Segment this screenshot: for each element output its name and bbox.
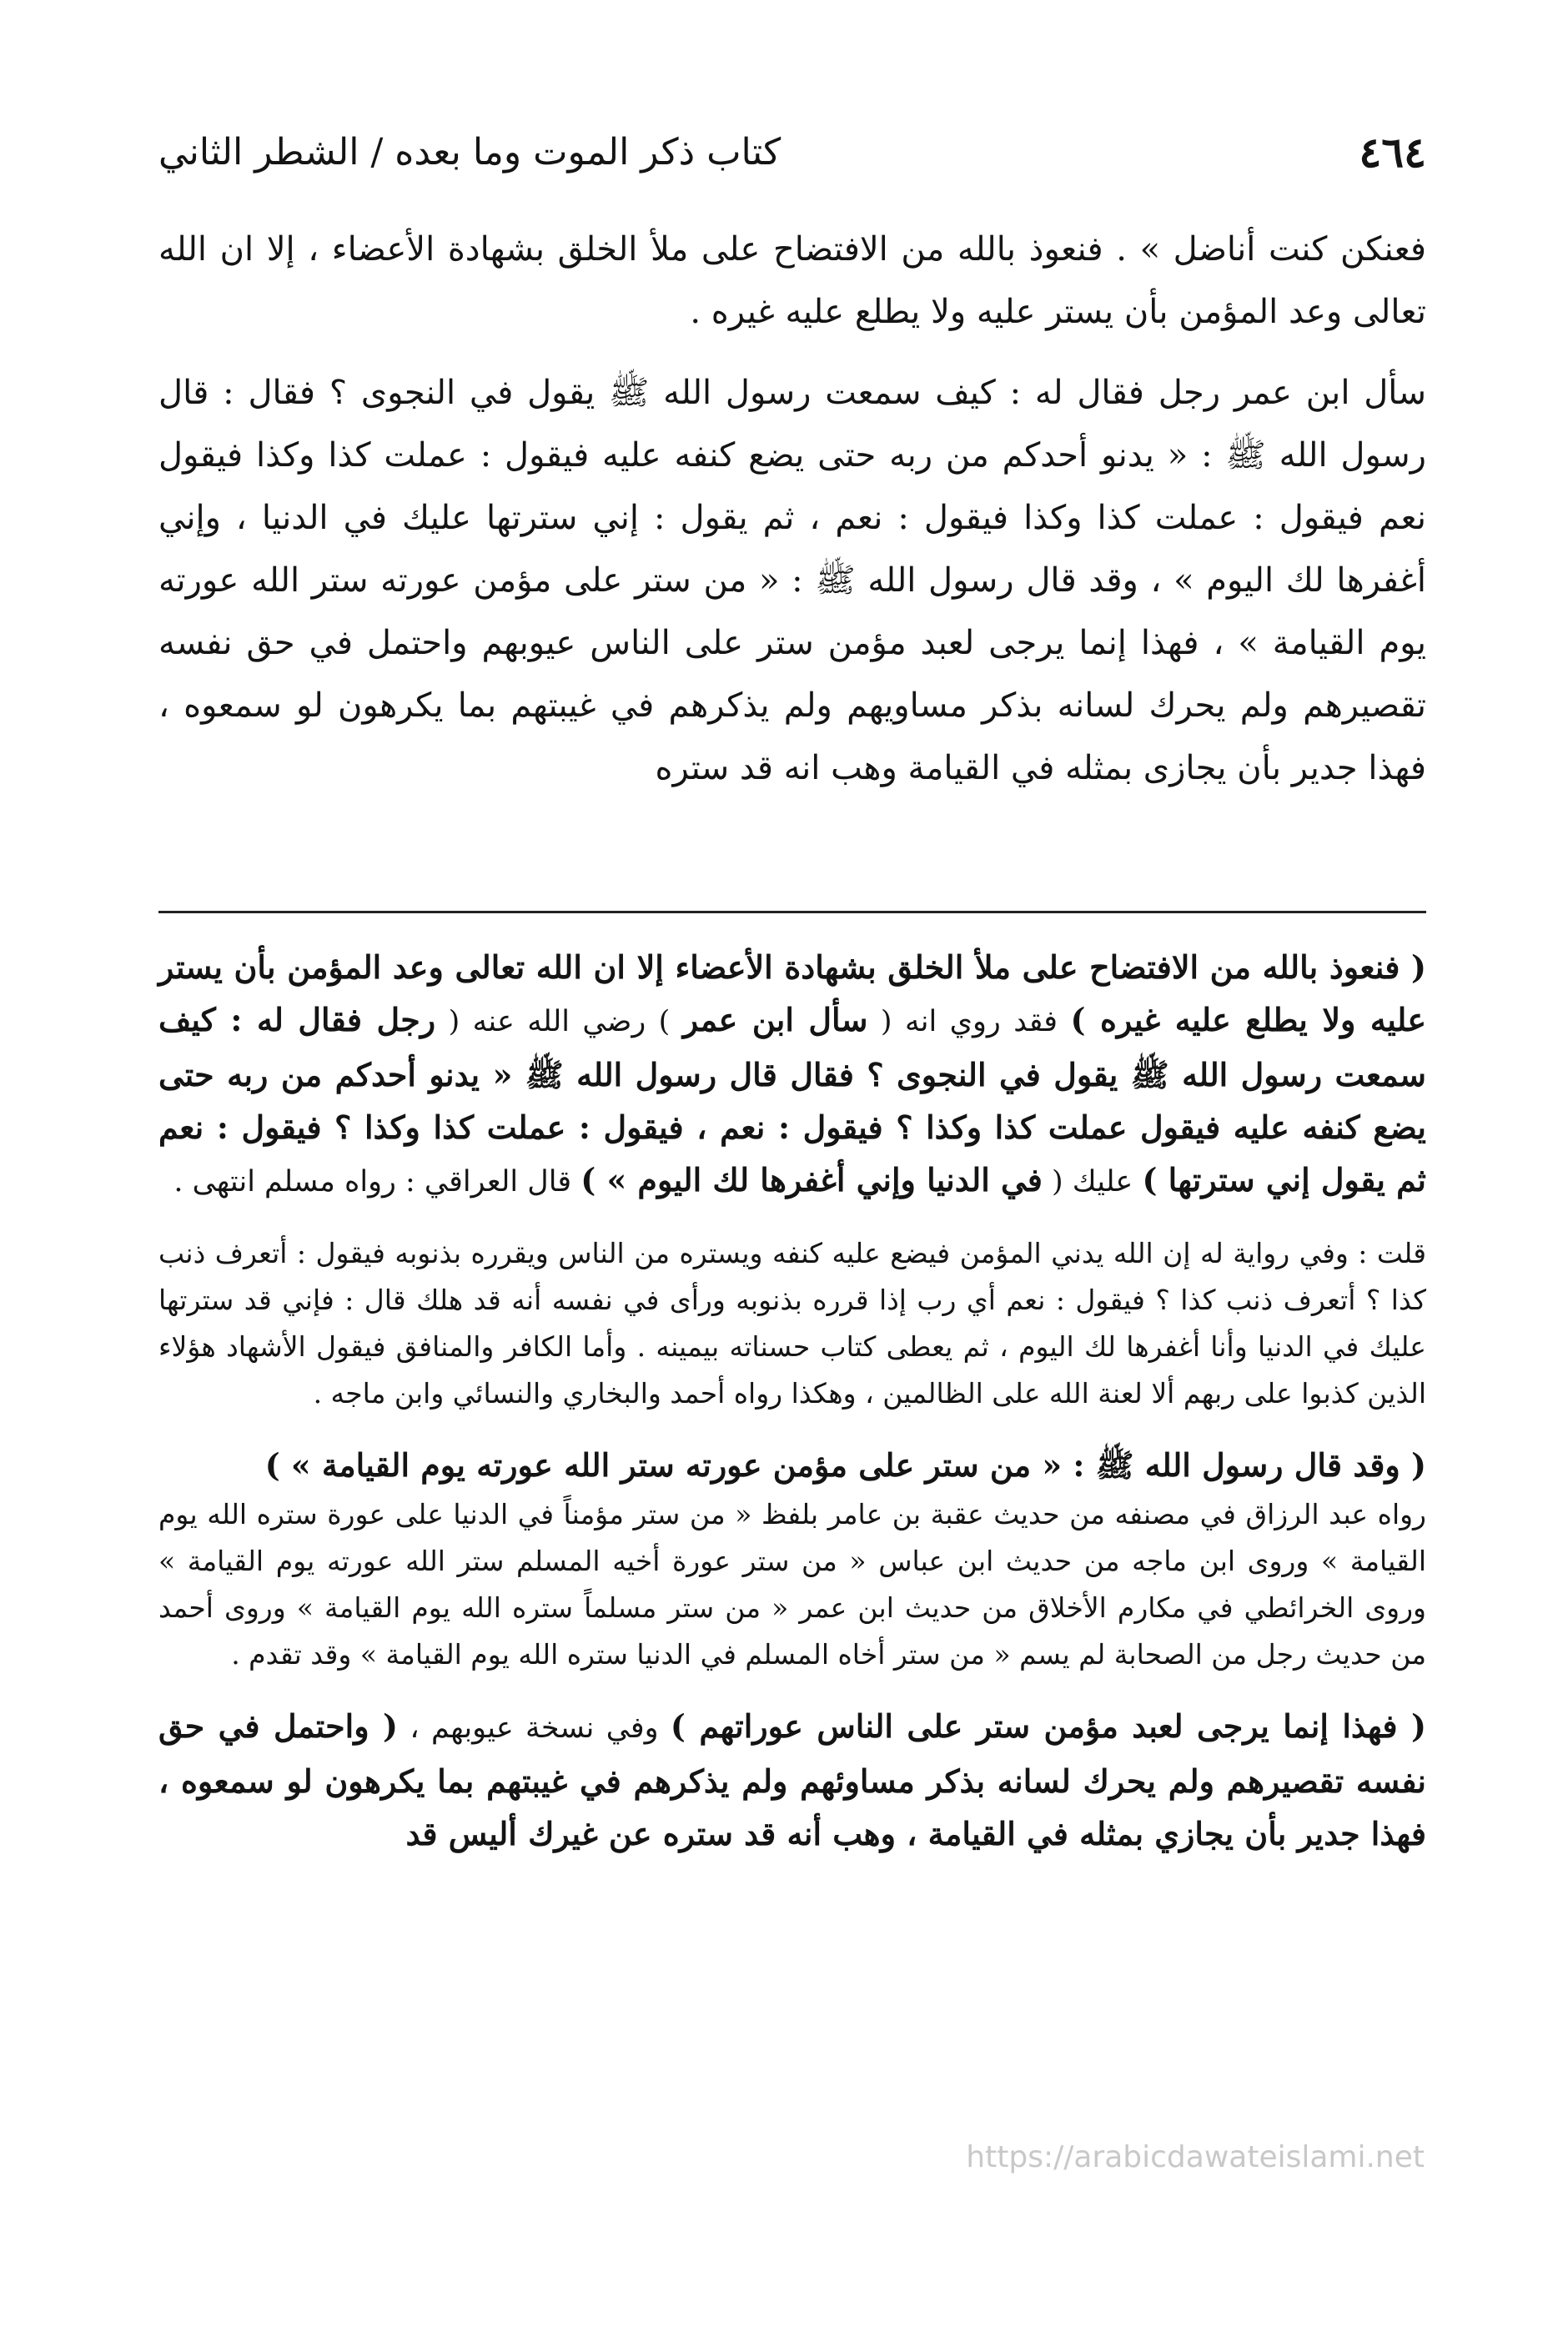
commentary-block: قلت : وفي رواية له إن الله يدني المؤمن فيضع عليه كنفه ويستره من الناس ويقرره بذنوبه فيقول : أتعرف ذنب كذا ؟ أتعرف ذنب كذا ؟ فيقول : نعم أي رب إذا قرره بذنوبه ورأى في نفسه أنه قد هلك قال : فإني قد سترتها عليك في الدنيا وأنا أغفرها لك اليوم ، ثم يعطى كتاب حسناته بيمينه . وأما الكافر والمنافق فيقول الأشهاد هؤلاء الذين كذبوا على ربهم ألا لعنة الله على الظالمين ، وهكذا رواه أحمد والبخاري والنسائي وابن ماجه . [158, 1237, 1426, 1410]
commentary-block: رواه عبد الرزاق في مصنفه من حديث عقبة بن عامر بلفظ « من ستر مؤمناً في الدنيا على عورة ستره الله يوم القيامة » وروى ابن ماجه من حديث ابن عباس « من ستر عورة أخيه المسلم ستر الله عورته يوم القيامة » وروى الخرائطي في مكارم الأخلاق من حديث ابن عمر « من ستر مسلماً ستره الله يوم القيامة » وروى أحمد من حديث رجل من الصحابة لم يسم « من ستر أخاه المسلم في الدنيا ستره الله يوم القيامة » وقد تقدم . [158, 1498, 1426, 1671]
quoted-text: سأل ابن عمر [682, 1001, 868, 1038]
commentary-note: فقد روي انه ( [867, 1005, 1071, 1038]
commentary-block [158, 1700, 1426, 1860]
main-paragraph: فعنكن كنت أناضل » . فنعوذ بالله من الافتضاح على ملأ الخلق بشهادة الأعضاء ، إلا ان الله تعالى وعد المؤمن بأن يستر عليه ولا يطلع عليه غيره . [158, 230, 1426, 331]
commentary-note: قال العراقي : رواه مسلم انتهى . [173, 1165, 581, 1199]
quoted-text: ( واحتمل في حق نفسه تقصيرهم ولم يحرك لسانه بذكر مساوئهم ولم يذكرهم في غيبتهم بما يكرهون لو سمعوه ، فهذا جدير بأن يجازي بمثله في القيامة ، وهب أنه قد ستره عن غيرك أليس قد [158, 1707, 1426, 1852]
commentary-note: وفي نسخة عيوبهم ، [398, 1711, 671, 1745]
quoted-text: ( فهذا إنما يرجى لعبد مؤمن ستر على الناس عوراتهم ) [670, 1707, 1426, 1745]
quoted-text: رجل فقال له : كيف سمعت رسول الله ﷺ يقول في النجوى ؟ فقال قال رسول الله ﷺ « يدنو أحدكم من ربه حتى يضع كنفه عليه فيقول عملت كذا وكذا ؟ فيقول : نعم ، فيقول : عملت كذا وكذا ؟ فيقول : نعم ثم يقول إني سترتها ) [158, 1001, 1427, 1199]
main-paragraph: سأل ابن عمر رجل فقال له : كيف سمعت رسول الله ﷺ يقول في النجوى ؟ فقال : قال رسول الله ﷺ : « يدنو أحدكم من ربه حتى يضع كنفه عليه فيقول : عملت كذا وكذا فيقول نعم فيقول : عملت كذا وكذا فيقول : نعم ، ثم يقول : إني سترتها عليك في الدنيا ، وإني أغفرها لك اليوم » ، وقد قال رسول الله ﷺ : « من ستر على مؤمن عورته ستر الله عورته يوم القيامة » ، فهذا إنما يرجى لعبد مؤمن ستر على الناس عيوبهم واحتمل في حق نفسه تقصيرهم ولم يحرك لسانه بذكر مساويهم ولم يذكرهم في غيبتهم بما يكرهون لو سمعوه ، فهذا جدير بأن يجازى بمثله في القيامة وهب انه قد ستره [158, 374, 1427, 787]
watermark-url: https://arabicdawateislami.net [966, 2140, 1425, 2174]
page-header [158, 123, 1426, 182]
quoted-text: ( فنعوذ بالله من الافتضاح على ملأ الخلق بشهادة الأعضاء إلا ان الله تعالى وعد المؤمن بأن يستر عليه ولا يطلع عليه غيره ) [158, 948, 1427, 1038]
running-title: كتاب ذكر الموت وما بعده / الشطر الثاني [158, 131, 781, 173]
commentary-block [158, 941, 1426, 1209]
page-number: ٤٦٤ [1359, 128, 1426, 177]
commentary [158, 941, 1426, 1860]
main-text [158, 219, 1426, 800]
quoted-text: في الدنيا وإني أغفرها لك اليوم » ) [580, 1161, 1043, 1199]
commentary-note: ) رضي الله عنه ( [435, 1005, 683, 1038]
separator-line [158, 911, 1426, 913]
commentary-note: عليك ( [1042, 1165, 1143, 1199]
quoted-text: ( وقد قال رسول الله ﷺ : « من ستر على مؤمن عورته ستر الله عورته يوم القيامة » ) [264, 1446, 1426, 1484]
